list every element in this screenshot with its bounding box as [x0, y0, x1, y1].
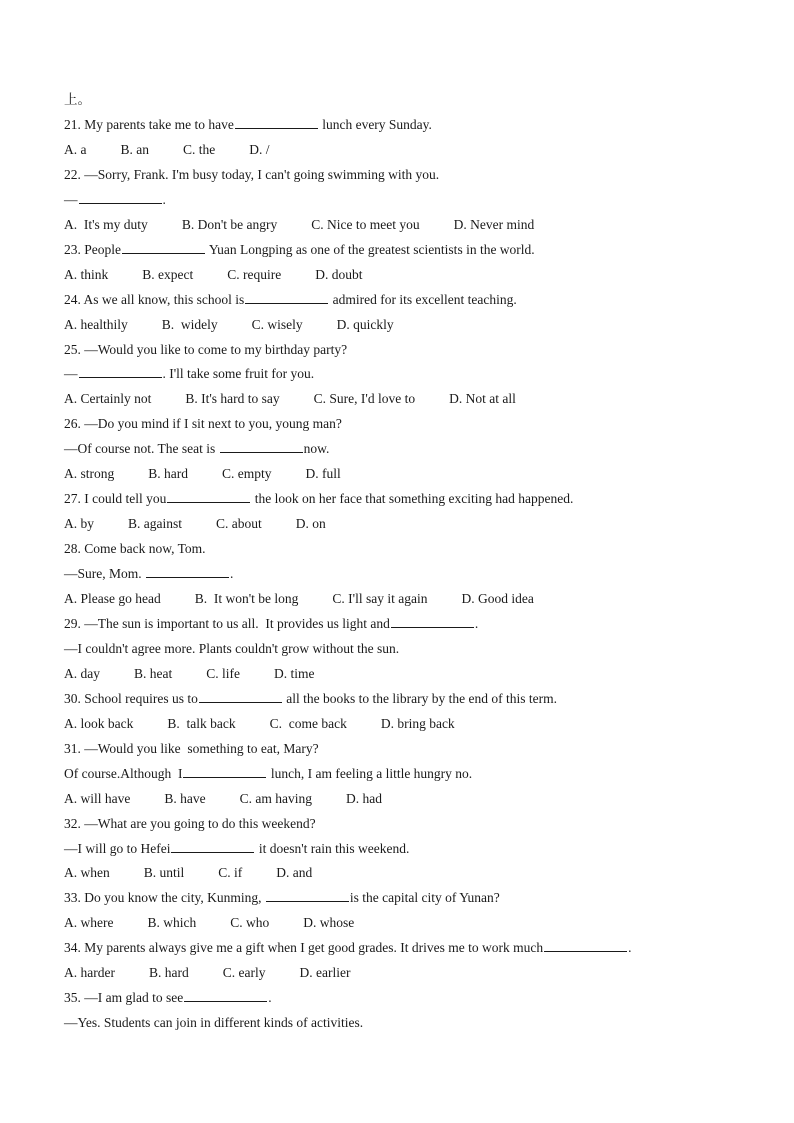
answer-blank[interactable] — [79, 191, 162, 204]
answer-option[interactable]: C. life — [206, 665, 240, 681]
question-number: 25. — [64, 341, 85, 357]
question-stem-tail: admired for its excellent teaching. — [329, 291, 517, 307]
answer-option[interactable]: B. widely — [161, 316, 218, 332]
question-stem-tail: . — [268, 990, 272, 1006]
question-reply: — — [64, 191, 78, 207]
question-reply: — — [64, 366, 78, 382]
answer-blank[interactable] — [220, 440, 303, 453]
question-options-line — [64, 390, 516, 408]
question-reply: —Of course not. The seat is — [64, 441, 219, 457]
question-stem-line — [64, 540, 206, 558]
answer-option[interactable]: C. am having — [239, 790, 312, 806]
question-number: 24. — [64, 291, 84, 307]
question-reply: —I couldn't agree more. Plants couldn't grow without the sun. — [64, 640, 400, 656]
question-number: 28. — [64, 541, 85, 557]
question-options-line — [64, 316, 394, 334]
question-stem-line — [64, 415, 342, 433]
question-options-line — [64, 790, 382, 808]
question-number: 30. — [64, 690, 85, 706]
question-reply-line — [64, 191, 166, 209]
answer-option[interactable]: A. healthily — [64, 316, 128, 332]
question-stem: My parents take me to have — [84, 117, 234, 132]
answer-option[interactable]: D. had — [346, 790, 382, 806]
question-number: 35. — [64, 990, 85, 1006]
question-stem-line — [64, 690, 557, 708]
question-number: 31. — [64, 740, 85, 756]
answer-option[interactable]: D. on — [295, 516, 326, 532]
question-reply: Of course.Although I — [64, 765, 183, 781]
question-stem: —I am glad to see — [84, 990, 184, 1006]
answer-option[interactable]: C. require — [227, 266, 282, 282]
answer-option[interactable]: C. wisely — [251, 316, 303, 332]
question-stem-tail: . — [474, 615, 479, 631]
question-stem-line — [64, 166, 439, 184]
answer-option[interactable]: C. I'll say it again — [332, 591, 428, 606]
intro-fragment: 上。 — [64, 92, 91, 107]
answer-option[interactable]: C. Nice to meet you — [311, 216, 420, 232]
answer-option[interactable]: D. full — [305, 466, 341, 482]
question-reply-line — [64, 765, 472, 783]
answer-blank[interactable] — [245, 291, 328, 304]
question-options-line — [64, 665, 315, 683]
answer-option[interactable]: B. an — [120, 141, 149, 157]
question-reply-line — [64, 565, 233, 583]
answer-blank[interactable] — [235, 116, 318, 129]
answer-option[interactable]: A. think — [64, 266, 109, 282]
answer-option[interactable]: A. will have — [64, 790, 131, 806]
question-reply-tail: . — [162, 191, 166, 207]
question-stem-line — [64, 241, 535, 259]
question-stem-line — [64, 889, 500, 907]
answer-blank[interactable] — [266, 889, 349, 902]
question-stem-tail: the look on her face that something exciting had happened. — [251, 491, 574, 507]
question-stem: —Would you like something to eat, Mary? — [84, 740, 319, 756]
question-stem-line — [64, 490, 573, 508]
answer-option[interactable]: D. bring back — [380, 715, 455, 731]
question-options-line — [64, 590, 534, 608]
question-reply-line — [64, 365, 314, 383]
question-options-line — [64, 141, 270, 159]
question-stem-line — [64, 341, 347, 359]
answer-option[interactable]: B. heat — [134, 665, 173, 681]
answer-option[interactable]: C. who — [230, 915, 270, 931]
question-stem-line — [64, 989, 272, 1007]
question-stem: Come back now, Tom. — [84, 541, 206, 557]
question-number: 33. — [64, 890, 85, 906]
question-stem: —Do you mind if I sit next to you, young man? — [84, 416, 342, 432]
question-stem: As we all know, this school is — [83, 291, 245, 307]
answer-option[interactable]: A. look back — [64, 715, 134, 731]
answer-option[interactable]: D. quickly — [336, 316, 394, 332]
answer-option[interactable]: B. Don't be angry — [181, 216, 278, 232]
answer-option[interactable]: B. expect — [142, 266, 194, 282]
question-stem-tail: . — [628, 940, 632, 956]
question-stem-tail: all the books to the library by the end of this term. — [282, 690, 557, 706]
answer-option[interactable]: B. hard — [148, 466, 188, 482]
answer-option[interactable]: B. against — [128, 516, 182, 532]
question-stem-tail: is the capital city of Yunan? — [349, 890, 500, 906]
answer-option[interactable]: B. until — [143, 865, 185, 881]
question-stem: I could tell you — [84, 491, 167, 507]
question-stem-line — [64, 291, 517, 309]
answer-option[interactable]: A. Certainly not — [64, 391, 152, 407]
question-options-line — [64, 914, 354, 932]
question-reply-tail: . — [230, 566, 234, 581]
answer-option[interactable]: D. earlier — [299, 965, 351, 981]
question-reply-tail: it doesn't rain this weekend. — [255, 840, 410, 856]
answer-option[interactable]: B. which — [147, 915, 197, 931]
answer-option[interactable]: D. doubt — [315, 266, 363, 282]
question-stem: —The sun is important to us all. It provides us light and — [84, 615, 390, 631]
question-stem-tail: Yuan Longping as one of the greatest scientists in the world. — [206, 241, 535, 257]
answer-option[interactable]: D. Not at all — [449, 391, 516, 407]
question-number: 32. — [64, 815, 85, 831]
answer-option[interactable]: D. / — [249, 141, 270, 157]
answer-option[interactable]: C. early — [222, 965, 266, 981]
question-stem-line — [64, 740, 319, 758]
question-options-line — [64, 964, 350, 982]
answer-blank[interactable] — [391, 615, 474, 628]
question-reply: —Sure, Mom. — [64, 566, 145, 581]
answer-blank[interactable] — [79, 365, 162, 378]
question-options-line — [64, 465, 341, 483]
question-stem: School requires us to — [84, 690, 198, 706]
question-reply-line — [64, 840, 409, 858]
question-options-line — [64, 864, 312, 882]
question-reply-tail: now. — [303, 441, 330, 457]
answer-blank[interactable] — [183, 765, 266, 778]
answer-option[interactable]: A. Please go head — [64, 591, 161, 606]
answer-blank[interactable] — [146, 565, 229, 578]
question-stem: —What are you going to do this weekend? — [84, 815, 316, 831]
answer-option[interactable]: D. and — [276, 865, 313, 881]
question-stem-line — [64, 116, 432, 134]
question-number: 34. — [64, 940, 85, 956]
answer-option[interactable]: A. where — [64, 915, 114, 931]
answer-option[interactable]: B. It's hard to say — [185, 391, 280, 407]
question-stem-line — [64, 939, 632, 957]
answer-option[interactable]: A. harder — [64, 965, 115, 981]
answer-option[interactable]: D. Never mind — [453, 216, 535, 232]
intro-fragment-line — [64, 91, 91, 109]
answer-option[interactable]: A. when — [64, 865, 110, 881]
question-options-line — [64, 266, 362, 284]
question-number: 29. — [64, 615, 85, 631]
question-reply-line — [64, 640, 399, 658]
answer-option[interactable]: C. come back — [269, 715, 347, 731]
answer-blank[interactable] — [544, 939, 627, 952]
answer-option[interactable]: D. whose — [303, 915, 355, 931]
answer-option[interactable]: A. by — [64, 516, 94, 532]
question-reply: —I will go to Hefei — [64, 840, 171, 856]
answer-option[interactable]: C. Sure, I'd love to — [313, 391, 416, 407]
question-stem-tail: lunch every Sunday. — [318, 117, 432, 132]
answer-option[interactable]: B. talk back — [167, 715, 236, 731]
question-stem: People — [84, 241, 121, 257]
question-number: 23. — [64, 241, 85, 257]
question-reply-line — [64, 1014, 363, 1032]
question-stem: My parents always give me a gift when I get good grades. It drives me to work much — [84, 940, 544, 956]
question-reply-tail: lunch, I am feeling a little hungry no. — [267, 765, 473, 781]
answer-blank[interactable] — [122, 241, 205, 254]
question-reply: —Yes. Students can join in different kinds of activities. — [64, 1015, 364, 1031]
question-number: 27. — [64, 491, 85, 507]
answer-option[interactable]: A. day — [64, 665, 100, 681]
question-number: 21. — [64, 117, 85, 132]
question-stem: —Would you like to come to my birthday party? — [84, 341, 348, 357]
question-number: 26. — [64, 416, 85, 432]
question-number: 22. — [64, 166, 85, 182]
question-stem: Do you know the city, Kunming, — [84, 890, 265, 906]
question-options-line — [64, 515, 326, 533]
question-options-line — [64, 715, 455, 733]
answer-option[interactable]: B. have — [164, 790, 206, 806]
answer-option[interactable]: B. It won't be long — [194, 591, 299, 606]
answer-blank[interactable] — [167, 490, 250, 503]
answer-option[interactable]: A. strong — [64, 466, 115, 482]
answer-blank[interactable] — [199, 690, 282, 703]
answer-option[interactable]: B. hard — [148, 965, 189, 981]
answer-option[interactable]: C. about — [216, 516, 262, 532]
answer-option[interactable]: C. the — [183, 141, 216, 157]
question-stem: —Sorry, Frank. I'm busy today, I can't going swimming with you. — [84, 166, 440, 182]
question-stem-line — [64, 815, 316, 833]
question-reply-tail: . I'll take some fruit for you. — [162, 366, 315, 382]
answer-option[interactable]: C. empty — [222, 466, 272, 482]
answer-blank[interactable] — [184, 989, 267, 1002]
question-stem-line — [64, 615, 478, 633]
answer-option[interactable]: C. if — [218, 865, 243, 881]
answer-option[interactable]: A. a — [64, 141, 87, 157]
answer-option[interactable]: A. It's my duty — [64, 216, 148, 232]
question-options-line — [64, 216, 534, 234]
question-reply-line — [64, 440, 329, 458]
answer-option[interactable]: D. time — [274, 665, 315, 681]
answer-blank[interactable] — [171, 840, 254, 853]
answer-option[interactable]: D. Good idea — [461, 591, 534, 606]
